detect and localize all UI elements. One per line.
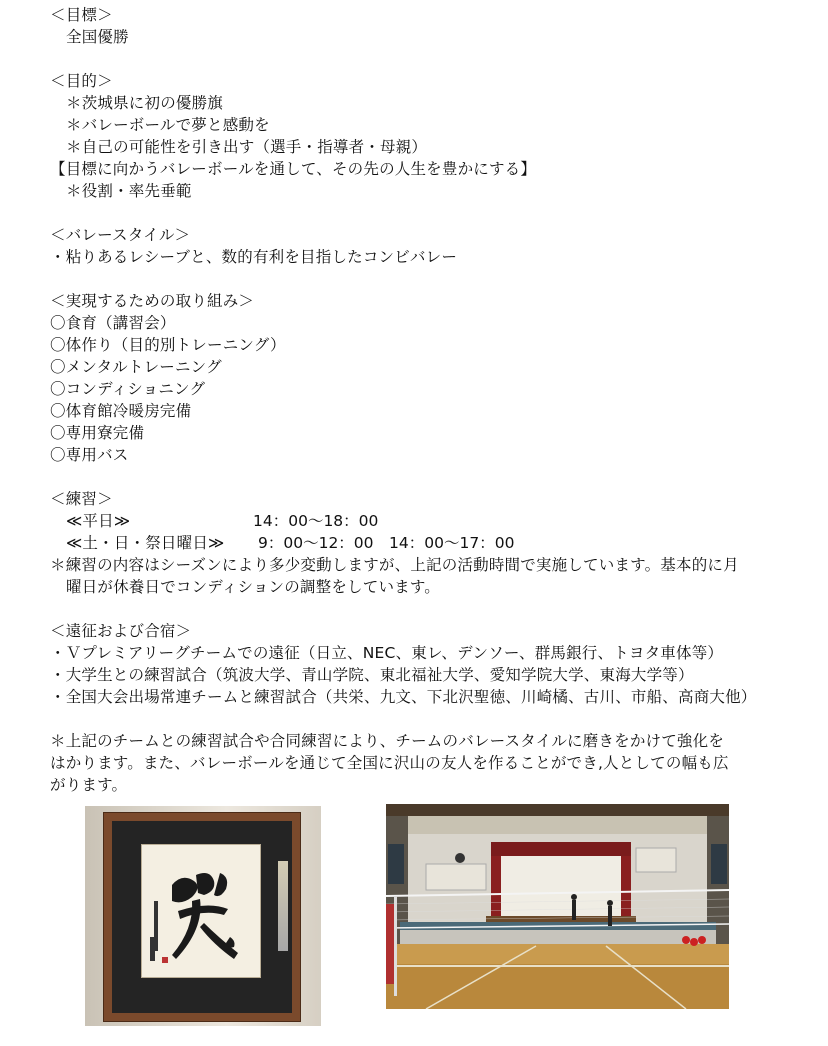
- light-reflection: [278, 861, 288, 951]
- initiative-item: 〇専用寮完備: [50, 424, 145, 442]
- initiative-item: 〇体育館冷暖房完備: [50, 402, 192, 420]
- weekend-time: 9：00～12：00 14：00～17：00: [258, 534, 515, 552]
- initiative-item: 〇食育（講習会）: [50, 314, 176, 332]
- camp-heading: ＜遠征および合宿＞: [50, 622, 192, 640]
- purpose-item: ＊自己の可能性を引き出す（選手・指導者・母親）: [66, 138, 428, 156]
- initiative-item: 〇メンタルトレーニング: [50, 358, 222, 376]
- practice-note: 曜日が休養日でコンディションの調整をしています。: [66, 578, 441, 596]
- closing-text: ＊上記のチームとの練習試合や合同練習により、チームのバレースタイルに磨きをかけて強化を: [50, 732, 725, 750]
- style-text: ・粘りあるレシーブと、数的有利を目指したコンビバレー: [50, 248, 458, 266]
- initiative-item: 〇専用バス: [50, 446, 129, 464]
- weekday-label: ≪平日≫: [66, 512, 131, 530]
- weekday-time: 14：00～18：00: [253, 512, 379, 530]
- goal-text: 全国優勝: [66, 28, 129, 46]
- calligraphy-brush-strokes: [142, 845, 260, 977]
- goal-heading: ＜目標＞: [50, 6, 113, 24]
- gymnasium-photo: [386, 804, 729, 1009]
- picture-frame: [103, 812, 301, 1022]
- calligraphy-frame-photo: [85, 806, 321, 1026]
- frame-glass: [112, 821, 292, 1013]
- calligraphy-paper: [142, 845, 260, 977]
- camp-item: ・大学生との練習試合（筑波大学、青山学院、東北福祉大学、愛知学院大学、東海大学等）: [50, 666, 694, 684]
- gymnasium-illustration: [386, 804, 729, 1009]
- closing-text: がります。: [50, 776, 128, 794]
- style-heading: ＜バレースタイル＞: [50, 226, 191, 244]
- purpose-item: ＊茨城県に初の優勝旗: [66, 94, 224, 112]
- closing-text: はかります。また、バレーボールを通じて全国に沢山の友人を作ることができ,人としての幅も広: [50, 754, 729, 772]
- initiative-item: 〇コンディショニング: [50, 380, 206, 398]
- initiatives-heading: ＜実現するための取り組み＞: [50, 292, 255, 310]
- purpose-bracket: 【目標に向かうバレーボールを通して、その先の人生を豊かにする】: [50, 160, 537, 178]
- camp-item: ・Ｖプレミアリーグチームでの遠征（日立、NEC、東レ、デンソー、群馬銀行、トヨタ車体等）: [50, 644, 724, 662]
- camp-item: ・全国大会出場常連チームと練習試合（共栄、九文、下北沢聖徳、川崎橘、古川、市船、高商大他）: [50, 688, 757, 706]
- practice-note: ＊練習の内容はシーズンにより多少変動しますが、上記の活動時間で実施しています。基本的に月: [50, 556, 739, 574]
- weekend-label: ≪土・日・祭日曜日≫: [66, 534, 225, 552]
- purpose-role: ＊役割・率先垂範: [66, 182, 192, 200]
- initiative-item: 〇体作り（目的別トレーニング）: [50, 336, 286, 354]
- purpose-item: ＊バレーボールで夢と感動を: [66, 116, 270, 134]
- practice-heading: ＜練習＞: [50, 490, 113, 508]
- purpose-heading: ＜目的＞: [50, 72, 113, 90]
